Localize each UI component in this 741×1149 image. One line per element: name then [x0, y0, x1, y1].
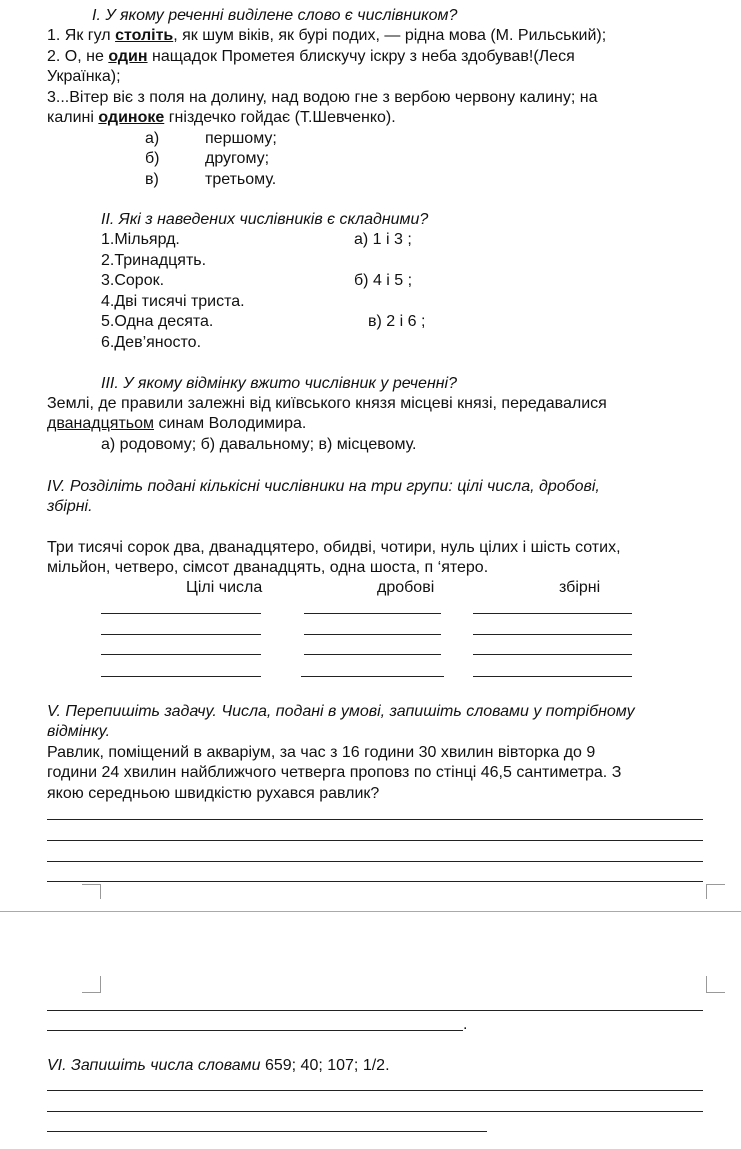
answer-line[interactable]	[47, 1010, 703, 1011]
answer-line[interactable]	[304, 634, 441, 635]
answer-line[interactable]	[304, 613, 441, 614]
answer-line[interactable]	[47, 840, 703, 841]
answer-line[interactable]	[47, 1090, 703, 1091]
q2-answer: в) 2 і 6 ;	[368, 313, 426, 330]
answer-line[interactable]	[47, 861, 703, 862]
q1-sentence-1: 1. Як гул століть, як шум віків, як бурі подих, — рідна мова (М. Рильський);	[47, 27, 607, 44]
q5-title-cont: відмінку.	[47, 723, 111, 740]
q2-answer: б) 4 і 5 ;	[354, 272, 413, 289]
q2-item: 5.Одна десята.	[101, 313, 214, 330]
q1-option-text: другому;	[205, 150, 270, 167]
q2-item: 6.Дев’яносто.	[101, 334, 202, 351]
answer-line[interactable]	[47, 1111, 703, 1112]
q6-numbers: 659; 40; 107; 1/2.	[260, 1057, 390, 1074]
q1-sentence-2-cont: Українка);	[47, 68, 121, 85]
q3-options: а) родовому; б) давальному; в) місцевому.	[101, 436, 417, 453]
page-corner-mark	[706, 976, 725, 993]
q4-text-cont: мільйон, четверо, сімсот дванадцять, одна шоста, п ‘ятеро.	[47, 559, 489, 576]
highlighted-word: дванадцятьом	[47, 415, 155, 432]
q2-item: 3.Сорок.	[101, 272, 165, 289]
q1-sentence-3-cont: калині одиноке гніздечко гойдає (Т.Шевченко).	[47, 109, 396, 126]
q5-text-cont: години 24 хвилин найближчого четверга проповз по стінці 46,5 сантиметра. З	[47, 764, 622, 781]
q1-option-letter: а)	[145, 130, 160, 147]
q1-option-letter: в)	[145, 171, 159, 188]
answer-line[interactable]	[101, 676, 261, 677]
highlighted-word: одиноке	[98, 109, 165, 126]
trailing-dot: .	[463, 1016, 468, 1033]
page-corner-mark	[706, 884, 725, 899]
answer-line[interactable]	[47, 1131, 487, 1132]
q5-text-cont: якою середньою швидкістю рухався равлик?	[47, 785, 380, 802]
q4-title: IV. Розділіть подані кількісні числівники на три групи: цілі числа, дробові,	[47, 478, 600, 495]
column-header: Цілі числа	[186, 579, 263, 596]
answer-line[interactable]	[101, 613, 261, 614]
q3-text: Землі, де правили залежні від київського князя місцеві князі, передавалися	[47, 395, 607, 412]
q1-option-letter: б)	[145, 150, 160, 167]
answer-line[interactable]	[473, 676, 632, 677]
q5-title: V. Перепишіть задачу. Числа, подані в умові, запишіть словами у потрібному	[47, 703, 635, 720]
q3-title: III. У якому відмінку вжито числівник у реченні?	[101, 375, 458, 392]
q2-item: 1.Мільярд.	[101, 231, 180, 248]
answer-line[interactable]	[473, 634, 632, 635]
answer-line[interactable]	[47, 819, 703, 820]
q3-text-cont: дванадцятьом синам Володимира.	[47, 415, 307, 432]
q2-title: II. Які з наведених числівників є складними?	[101, 211, 429, 228]
page-break-divider	[0, 911, 741, 912]
q1-sentence-2: 2. О, не один нащадок Прометея блискучу іскру з неба здобував!(Леся	[47, 48, 575, 65]
answer-line[interactable]	[101, 634, 261, 635]
q1-option-text: третьому.	[205, 171, 277, 188]
answer-line[interactable]	[47, 881, 703, 882]
highlighted-word: століть	[115, 27, 174, 44]
answer-line[interactable]	[101, 654, 261, 655]
page-corner-mark	[82, 884, 101, 899]
q6-title: VI. Запишіть числа словами 659; 40; 107; 1/2.	[47, 1057, 390, 1074]
q4-text: Три тисячі сорок два, дванадцятеро, обидві, чотири, нуль цілих і шість сотих,	[47, 539, 621, 556]
q5-text: Равлик, поміщений в акваріум, за час з 16 години 30 хвилин вівторка до 9	[47, 744, 596, 761]
q1-sentence-3: 3...Вітер віє з поля на долину, над водою гне з вербою червону калину; на	[47, 89, 598, 106]
q1-title: I. У якому реченні виділене слово є числівником?	[92, 7, 458, 24]
page-corner-mark	[82, 976, 101, 993]
q2-item: 2.Тринадцять.	[101, 252, 207, 269]
answer-line[interactable]	[301, 676, 444, 677]
q2-answer: а) 1 і 3 ;	[354, 231, 412, 248]
column-header: збірні	[559, 579, 601, 596]
q1-option-text: першому;	[205, 130, 277, 147]
q2-item: 4.Дві тисячі триста.	[101, 293, 245, 310]
answer-line[interactable]	[473, 613, 632, 614]
answer-line[interactable]	[473, 654, 632, 655]
highlighted-word: один	[108, 48, 148, 65]
answer-line[interactable]	[304, 654, 441, 655]
answer-line[interactable]	[47, 1030, 463, 1031]
q4-title-cont: збірні.	[47, 498, 93, 515]
column-header: дробові	[377, 579, 435, 596]
